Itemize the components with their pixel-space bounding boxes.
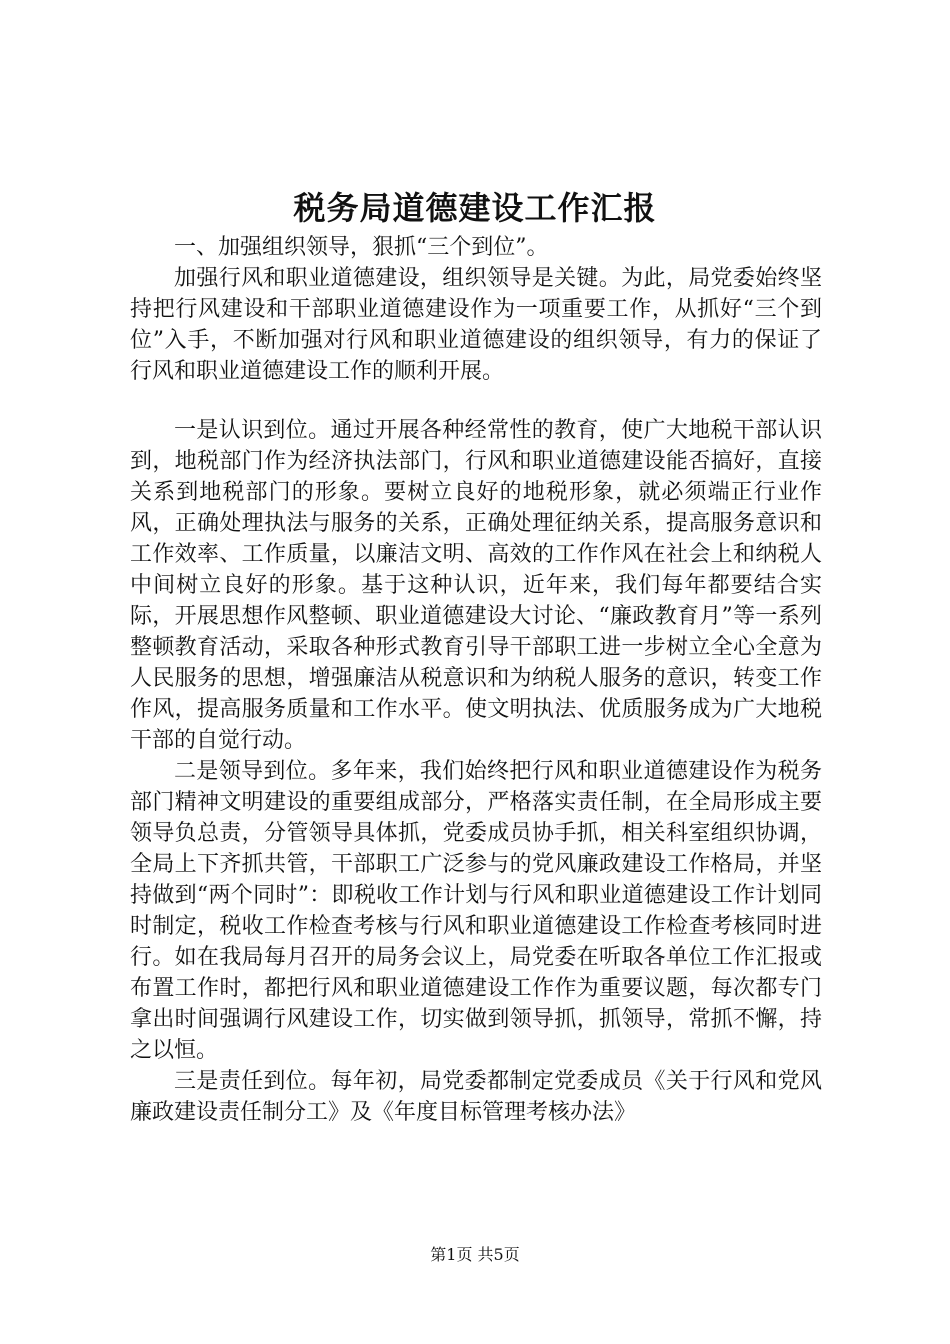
body-paragraph: 二是领导到位。多年来，我们始终把行风和职业道德建设作为税务部门精神文明建设的重要组成部分，严格落实责任制，在全局形成主要领导负总责，分管领导具体抓，党委成员协手抓，相关科室组织协调，全局上下齐抓共管，干部职工广泛参与的党风廉政建设工作格局，并坚持做到“两个同时”：即税收工作计划与行风和职业道德建设工作计划同时制定，税收工作检查考核与行风和职业道德建设工作检查考核同时进行。如在我局每月召开的局务会议上，局党委在听取各单位工作汇报或布置工作时，都把行风和职业道德建设工作作为重要议题，每次都专门拿出时间强调行风建设工作，切实做到领导抓，抓领导，常抓不懈，持之以恒。 bbox=[130, 759, 822, 1063]
document-title: 税务局道德建设工作汇报 bbox=[293, 189, 657, 227]
page-number-footer: 第1页 共5页 bbox=[430, 1245, 520, 1264]
body-paragraph: 加强行风和职业道德建设，组织领导是关键。为此，局党委始终坚持把行风建设和干部职业道德建设作为一项重要工作，从抓好“三个到位”入手，不断加强对行风和职业道德建设的组织领导，有力的保证了行风和职业道德建设工作的顺利开展。 bbox=[130, 266, 822, 384]
section-heading: 一、加强组织领导，狠抓“三个到位”。 bbox=[174, 235, 549, 260]
body-paragraph: 三是责任到位。每年初，局党委都制定党委成员《关于行风和党风廉政建设责任制分工》及《年度目标管理考核办法》 bbox=[130, 1069, 822, 1125]
body-paragraph: 一是认识到位。通过开展各种经常性的教育，使广大地税干部认识到，地税部门作为经济执法部门，行风和职业道德建设能否搞好，直接关系到地税部门的形象。要树立良好的地税形象，就必须端正行业作风，正确处理执法与服务的关系，正确处理征纳关系，提高服务意识和工作效率、工作质量，以廉洁文明、高效的工作作风在社会上和纳税人中间树立良好的形象。基于这种认识，近年来，我们每年都要结合实际，开展思想作风整顿、职业道德建设大讨论、“廉政教育月”等一系列整顿教育活动，采取各种形式教育引导干部职工进一步树立全心全意为人民服务的思想，增强廉洁从税意识和为纳税人服务的意识，转变工作作风，提高服务质量和工作水平。使文明执法、优质服务成为广大地税干部的自觉行动。 bbox=[130, 418, 822, 753]
document-body bbox=[130, 232, 822, 1128]
